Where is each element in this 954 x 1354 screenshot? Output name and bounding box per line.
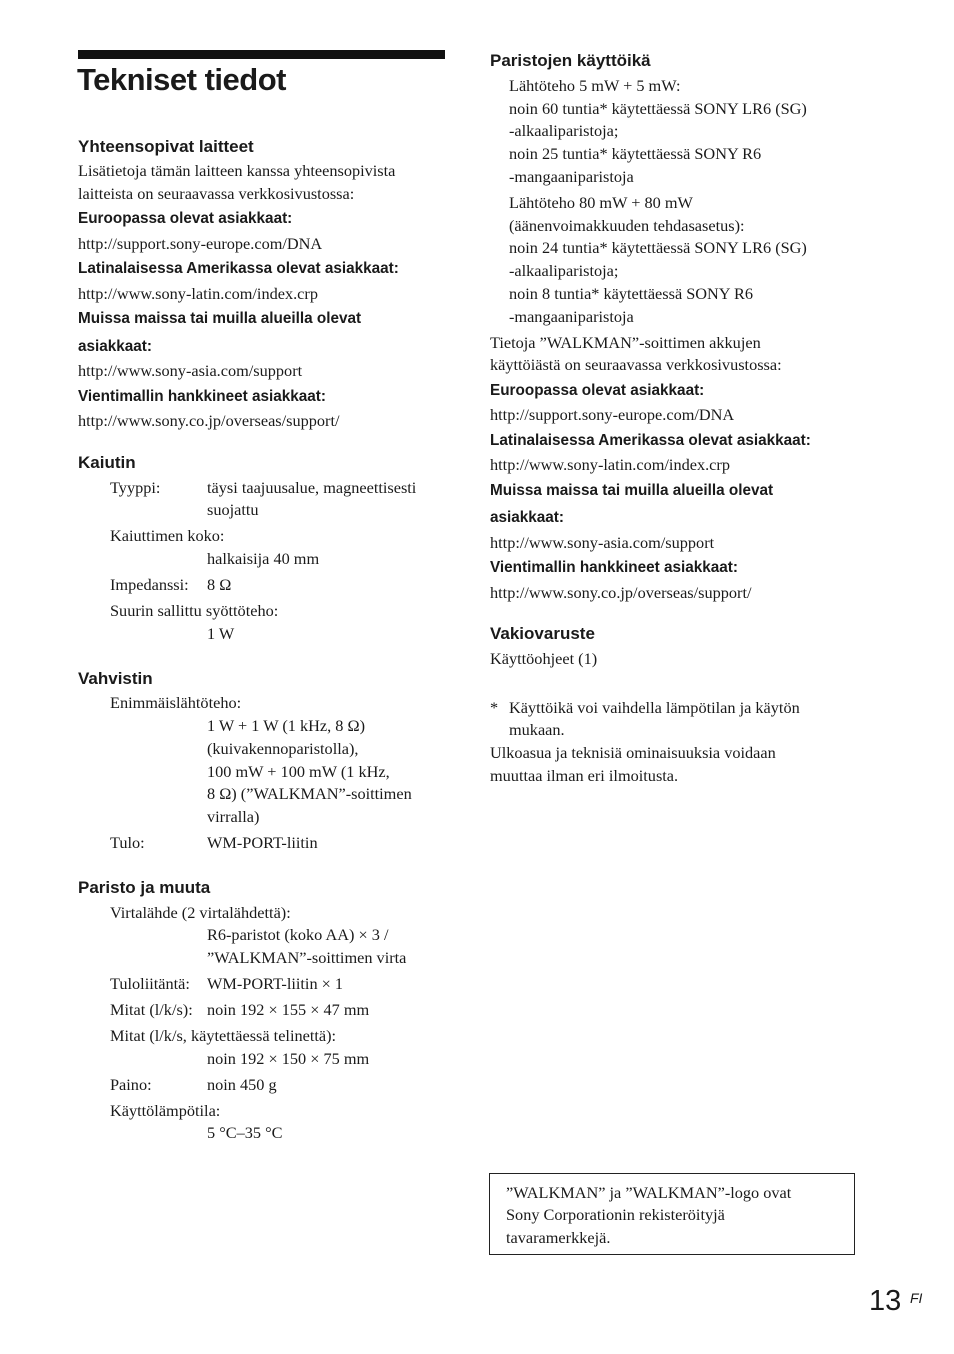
- amplifier-input-value: WM-PORT-liitin: [207, 833, 318, 852]
- trademark-line3: tavaramerkkejä.: [506, 1228, 611, 1247]
- bl-region-label-export: Vientimallin hankkineet asiakkaat:: [490, 559, 738, 576]
- page-language: FI: [910, 1290, 923, 1306]
- battery-life-block2-line1: Lähtöteho 80 mW + 80 mW: [509, 193, 693, 212]
- temperature-label: Käyttölämpötila:: [110, 1101, 221, 1120]
- compatible-heading: Yhteensopivat laitteet: [78, 137, 254, 156]
- amplifier-max-output-line5: virralla): [207, 807, 260, 826]
- amplifier-max-output-line4: 8 Ω) (”WALKMAN”-soittimen: [207, 784, 412, 803]
- battery-life-heading: Paristojen käyttöikä: [490, 51, 651, 70]
- connector-value: WM-PORT-liitin × 1: [207, 974, 344, 993]
- compatible-intro-line2: laitteista on seuraavassa verkkosivustossa:: [78, 184, 355, 203]
- bl-region-label-europe: Euroopassa olevat asiakkaat:: [490, 382, 705, 399]
- notice-line2: muuttaa ilman eri ilmoitusta.: [490, 766, 679, 785]
- amplifier-input-label: Tulo:: [110, 833, 145, 852]
- accessories-item: Käyttöohjeet (1): [490, 649, 598, 668]
- power-value-line1: R6-paristot (koko AA) × 3 /: [207, 925, 389, 944]
- speaker-max-input-value: 1 W: [207, 624, 235, 643]
- battery-life-block2-line6: -mangaaniparistoja: [509, 307, 634, 326]
- speaker-impedance-label: Impedanssi:: [110, 575, 189, 594]
- bl-region-label-other: Muissa maissa tai muilla alueilla olevat: [490, 482, 774, 499]
- amplifier-max-output-line1: 1 W + 1 W (1 kHz, 8 Ω): [207, 716, 366, 735]
- dimensions-value: noin 192 × 155 × 47 mm: [207, 1000, 370, 1019]
- amplifier-heading: Vahvistin: [78, 669, 153, 688]
- trademark-line2: Sony Corporationin rekisteröityjä: [506, 1205, 725, 1224]
- bl-region-url-other[interactable]: http://www.sony-asia.com/support: [490, 533, 715, 552]
- region-url-export[interactable]: http://www.sony.co.jp/overseas/support/: [78, 411, 340, 430]
- battery-misc-heading: Paristo ja muuta: [78, 878, 211, 897]
- compatible-intro-line1: Lisätietoja tämän laitteen kanssa yhteensopivista: [78, 161, 396, 180]
- speaker-type-value: täysi taajuusalue, magneettisesti: [207, 478, 417, 497]
- dimensions-stand-label: Mitat (l/k/s, käytettäessä telinettä):: [110, 1026, 337, 1045]
- connector-label: Tuloliitäntä:: [110, 974, 190, 993]
- page-number: 13: [869, 1285, 902, 1317]
- weight-label: Paino:: [110, 1075, 152, 1094]
- region-label-europe: Euroopassa olevat asiakkaat:: [78, 210, 293, 227]
- battery-life-block1-line1: Lähtöteho 5 mW + 5 mW:: [509, 76, 681, 95]
- region-label-latin: Latinalaisessa Amerikassa olevat asiakkaat:: [78, 260, 399, 277]
- dimensions-label: Mitat (l/k/s):: [110, 1000, 193, 1019]
- battery-life-block2-line2: (äänenvoimakkuuden tehdasasetus):: [509, 216, 745, 235]
- speaker-heading: Kaiutin: [78, 453, 136, 472]
- bl-region-url-export[interactable]: http://www.sony.co.jp/overseas/support/: [490, 583, 752, 602]
- temperature-value: 5 °C–35 °C: [207, 1123, 283, 1142]
- bl-region-label-other-2: asiakkaat:: [490, 509, 564, 526]
- region-label-export: Vientimallin hankkineet asiakkaat:: [78, 388, 326, 405]
- speaker-size-value: halkaisija 40 mm: [207, 549, 320, 568]
- speaker-type-value-2: suojattu: [207, 500, 259, 519]
- bl-region-label-latin: Latinalaisessa Amerikassa olevat asiakkaat:: [490, 432, 811, 449]
- dimensions-stand-value: noin 192 × 150 × 75 mm: [207, 1049, 370, 1068]
- region-label-other-2: asiakkaat:: [78, 338, 152, 355]
- region-label-other: Muissa maissa tai muilla alueilla olevat: [78, 310, 362, 327]
- battery-life-block2-line4: -alkaaliparistoja;: [509, 261, 619, 280]
- battery-life-block1-line4: noin 25 tuntia* käytettäessä SONY R6: [509, 144, 762, 163]
- battery-life-block2-line5: noin 8 tuntia* käytettäessä SONY R6: [509, 284, 754, 303]
- battery-info-line2: käyttöiästä on seuraavassa verkkosivustossa:: [490, 355, 782, 374]
- speaker-type-label: Tyyppi:: [110, 478, 161, 497]
- power-label: Virtalähde (2 virtalähdettä):: [110, 903, 291, 922]
- title-rule: [78, 50, 445, 59]
- amplifier-max-output-line2: (kuivakennoparistolla),: [207, 739, 359, 758]
- battery-info-line1: Tietoja ”WALKMAN”-soittimen akkujen: [490, 333, 761, 352]
- region-url-other[interactable]: http://www.sony-asia.com/support: [78, 361, 303, 380]
- page-title: Tekniset tiedot: [77, 62, 286, 97]
- footnote-line1: Käyttöikä voi vaihdella lämpötilan ja käytön: [509, 698, 800, 717]
- speaker-size-label: Kaiuttimen koko:: [110, 526, 225, 545]
- battery-life-block1-line2: noin 60 tuntia* käytettäessä SONY LR6 (SG): [509, 99, 807, 118]
- footnote-line2: mukaan.: [509, 720, 565, 739]
- power-value-line2: ”WALKMAN”-soittimen virta: [207, 948, 407, 967]
- bl-region-url-europe[interactable]: http://support.sony-europe.com/DNA: [490, 405, 735, 424]
- region-url-latin[interactable]: http://www.sony-latin.com/index.crp: [78, 284, 318, 303]
- region-url-europe[interactable]: http://support.sony-europe.com/DNA: [78, 234, 323, 253]
- footnote-star: *: [490, 698, 499, 717]
- battery-life-block1-line5: -mangaaniparistoja: [509, 167, 634, 186]
- bl-region-url-latin[interactable]: http://www.sony-latin.com/index.crp: [490, 455, 730, 474]
- battery-life-block2-line3: noin 24 tuntia* käytettäessä SONY LR6 (SG): [509, 238, 807, 257]
- amplifier-max-output-line3: 100 mW + 100 mW (1 kHz,: [207, 762, 390, 781]
- trademark-line1: ”WALKMAN” ja ”WALKMAN”-logo ovat: [506, 1183, 792, 1202]
- weight-value: noin 450 g: [207, 1075, 277, 1094]
- battery-life-block1-line3: -alkaaliparistoja;: [509, 121, 619, 140]
- speaker-impedance-value: 8 Ω: [207, 575, 232, 594]
- accessories-heading: Vakiovaruste: [490, 624, 595, 643]
- speaker-max-input-label: Suurin sallittu syöttöteho:: [110, 601, 279, 620]
- amplifier-max-output-label: Enimmäislähtöteho:: [110, 693, 242, 712]
- notice-line1: Ulkoasua ja teknisiä ominaisuuksia voidaan: [490, 743, 776, 762]
